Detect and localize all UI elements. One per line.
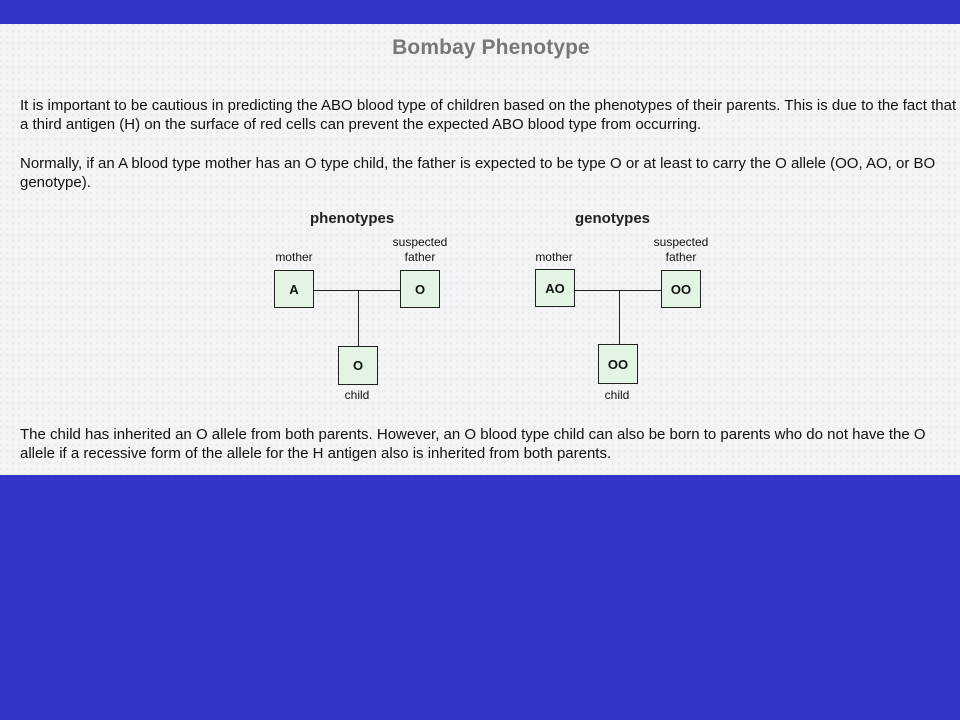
genotype-mother-label: mother: [535, 250, 573, 264]
conclusion-paragraph: The child has inherited an O allele from both parents. However, an O blood type child can also be born to parents who do not have the O allele if a recessive form of the allele for the H antigen also is inherited from both parents.: [20, 426, 926, 462]
genotype-mother-box: AO: [535, 269, 575, 307]
normally-paragraph: Normally, if an A blood type mother has an O type child, the father is expected to be type O or at least to carry the O allele (OO, AO, or BO genotype).: [20, 155, 936, 191]
phenotype-descent-line: [358, 290, 359, 348]
phenotype-father-label-line2: father: [404, 250, 436, 264]
phenotype-mother-box: A: [274, 270, 314, 308]
content-panel: [0, 24, 960, 475]
genotype-descent-line: [619, 290, 620, 346]
phenotype-mother-label: mother: [275, 250, 313, 264]
phenotype-child-box: O: [338, 346, 378, 385]
page-title: Bombay Phenotype: [392, 36, 590, 59]
phenotype-father-label-line1: suspected: [392, 235, 448, 249]
intro-paragraph: It is important to be cautious in predicting the ABO blood type of children based on the phenotypes of their parents. This is due to the fact that a third antigen (H) on the surface of red cells can prevent the expected ABO blood type from occurring.: [20, 97, 957, 133]
genotype-father-label-line2: father: [665, 250, 697, 264]
genotype-child-box: OO: [598, 344, 638, 384]
genotype-parent-line: [575, 290, 661, 291]
genotypes-heading: genotypes: [575, 210, 651, 227]
phenotype-child-label: child: [344, 388, 370, 402]
genotype-father-box: OO: [661, 270, 701, 308]
genotype-child-label: child: [604, 388, 630, 402]
pedigree-diagrams: [0, 24, 960, 475]
genotype-father-label-line1: suspected: [653, 235, 709, 249]
phenotypes-heading: phenotypes: [310, 210, 395, 227]
phenotype-father-box: O: [400, 270, 440, 308]
phenotype-parent-line: [314, 290, 400, 291]
